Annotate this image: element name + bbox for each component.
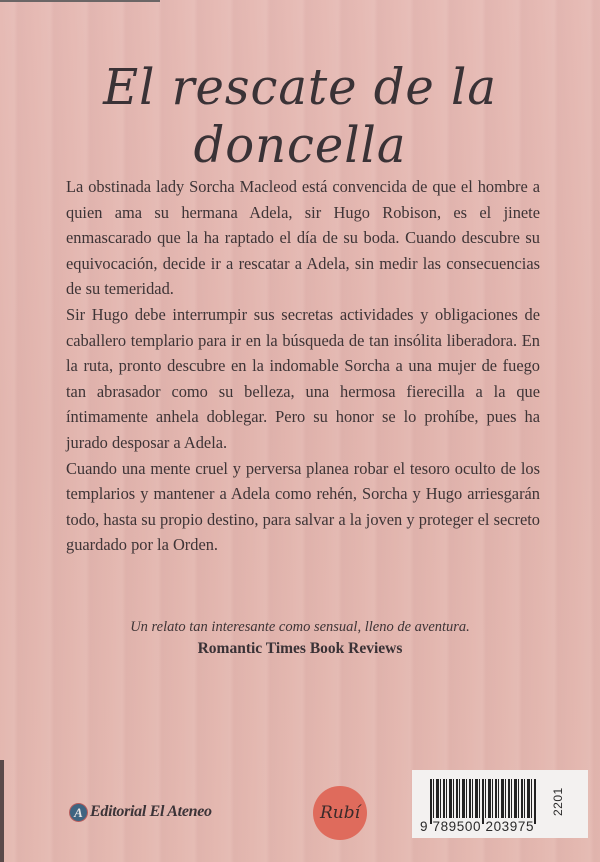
barcode-addon-number: 2201: [551, 787, 565, 816]
isbn-number: 9 789500 203975: [420, 819, 535, 834]
cover-top-edge: [0, 0, 160, 2]
imprint-logo: [313, 786, 367, 840]
publisher-badge-icon: A: [70, 804, 87, 821]
publisher-name: Editorial El Ateneo: [90, 803, 212, 820]
publisher-logo: [70, 803, 212, 821]
cover-left-edge: [0, 760, 4, 862]
blurb-paragraph: Sir Hugo debe interrumpir sus secretas actividades y obligaciones de caballero templario para ir en la búsqueda de tan insólita liberadora. En la ruta, pronto descubre en la indomable Sorcha a una mujer de fuego tan abrasador como su belleza, una hermosa fierecilla a la que íntimamente anhela doblegar. Pero su honor se lo prohíbe, pues ha jurado desposar a Adela.: [66, 304, 540, 452]
book-blurb: [66, 174, 540, 558]
review-source: Romantic Times Book Reviews: [197, 640, 403, 657]
barcode-guard-middle: [482, 779, 484, 824]
barcode-guard-right: [534, 779, 536, 824]
barcode-label: [412, 770, 588, 838]
barcode-guard-left: [430, 779, 432, 824]
imprint-label: Rubí: [319, 803, 361, 823]
review-quote: Un relato tan interesante como sensual, lleno de aventura.: [130, 619, 470, 635]
blurb-paragraph: La obstinada lady Sorcha Macleod está convencida de que el hombre a quien ama su hermana Adela, sir Hugo Robison, es el jinete enmascarado que la ha raptado el día de su boda. Cuando descubre su equivocación, decide ir a rescatar a Adela, sin medir las consecuencias de su temeridad.: [66, 177, 540, 299]
book-title: El rescate de la doncella: [103, 58, 497, 174]
blurb-paragraph: Cuando una mente cruel y perversa planea robar el tesoro oculto de los templarios y mantener a Adela como rehén, Sorcha y Hugo arriesgarán todo, hasta su propio destino, para salvar a la joven y proteger el secreto guardado por la Orden.: [66, 458, 540, 555]
